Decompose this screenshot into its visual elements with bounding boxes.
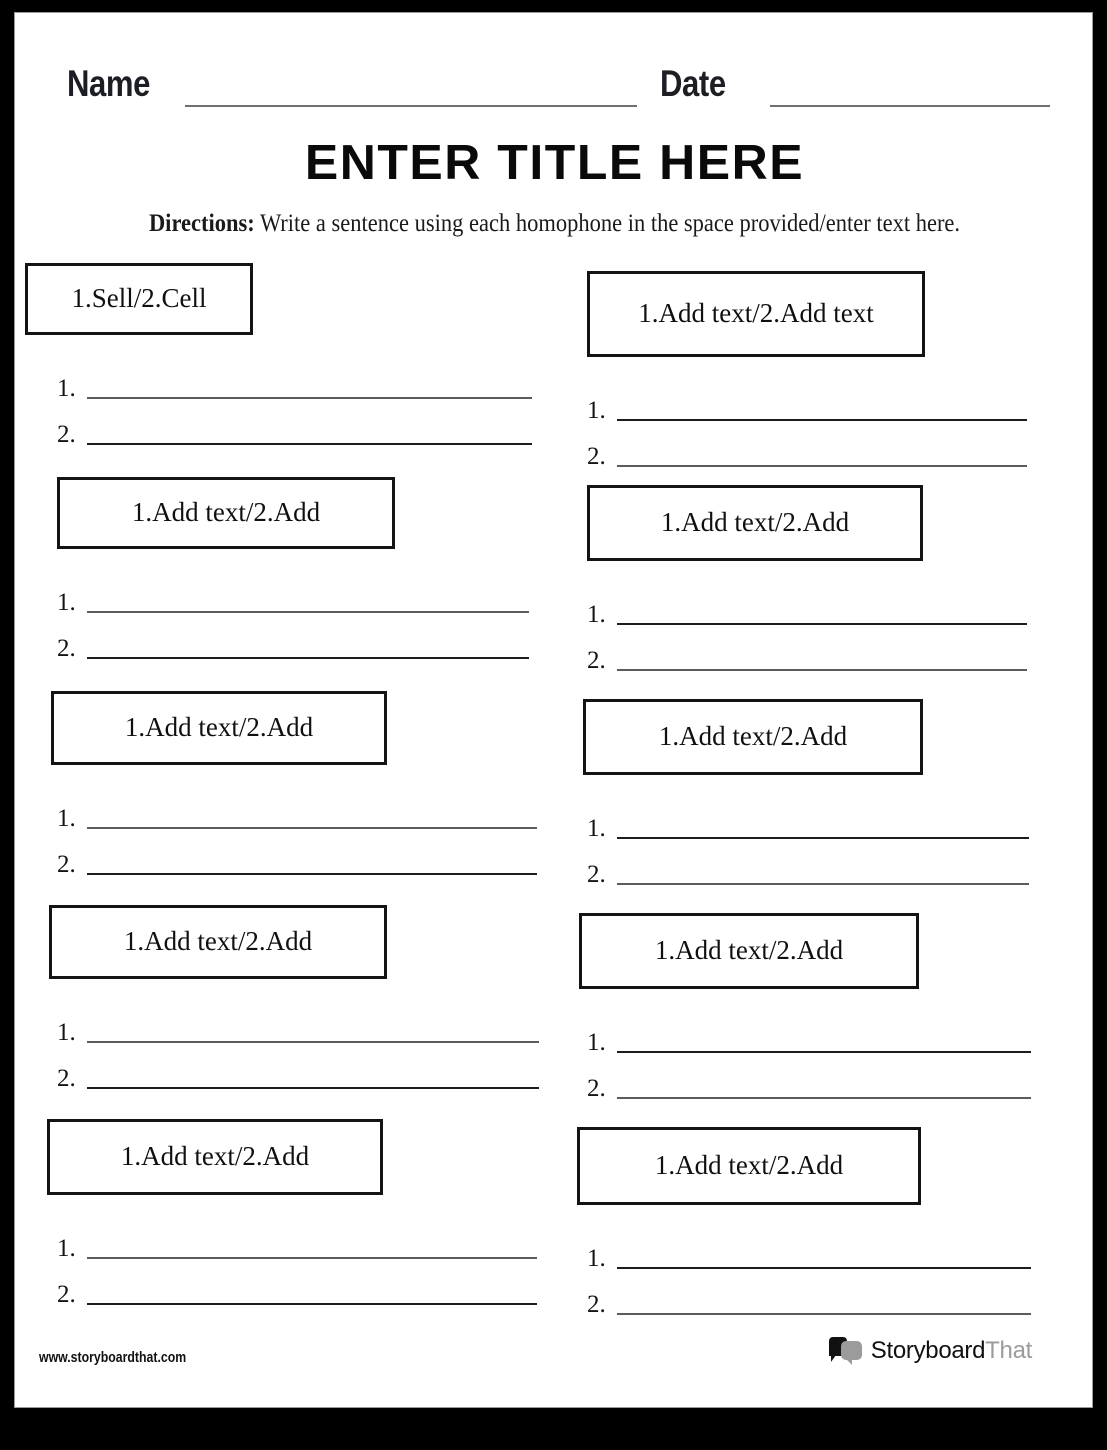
homophone-box[interactable]: 1.Add text/2.Add — [49, 905, 387, 979]
answer-number: 2. — [587, 1075, 606, 1102]
name-label: Name — [67, 63, 150, 104]
answer-rule[interactable] — [617, 669, 1027, 671]
answer-number: 2. — [57, 421, 76, 448]
answer-number: 2. — [57, 1281, 76, 1308]
worksheet-page — [14, 12, 1093, 1408]
footer-url[interactable]: www.storyboardthat.com — [39, 1349, 187, 1366]
prompt-group — [587, 271, 1107, 471]
prompt-group — [587, 1127, 1107, 1319]
homophone-box[interactable]: 1.Sell/2.Cell — [25, 263, 253, 335]
answer-number: 2. — [587, 443, 606, 470]
answer-rule[interactable] — [617, 1267, 1031, 1269]
answer-rule[interactable] — [617, 419, 1027, 421]
answer-line[interactable] — [57, 1217, 577, 1263]
prompt-group — [587, 485, 1107, 675]
answer-number: 1. — [57, 1019, 76, 1046]
answer-rule[interactable] — [87, 1303, 537, 1305]
answer-line[interactable] — [587, 425, 1107, 471]
homophone-box[interactable]: 1.Add text/2.Add text — [587, 271, 925, 357]
brand-secondary: That — [985, 1337, 1032, 1364]
answer-lines — [57, 787, 577, 879]
answer-line[interactable] — [57, 1263, 577, 1309]
answer-line[interactable] — [587, 379, 1107, 425]
answer-line[interactable] — [587, 583, 1107, 629]
answer-lines — [587, 797, 1107, 889]
brand-wordmark — [871, 1337, 1032, 1365]
homophone-box[interactable]: 1.Add text/2.Add — [577, 1127, 921, 1205]
directions-text — [69, 210, 1040, 238]
date-label: Date — [660, 63, 726, 104]
answer-line[interactable] — [57, 571, 577, 617]
homophone-box[interactable]: 1.Add text/2.Add — [583, 699, 923, 775]
prompt-group — [57, 905, 577, 1093]
answer-number: 2. — [587, 647, 606, 674]
answer-line[interactable] — [587, 1227, 1107, 1273]
answer-lines — [587, 1011, 1107, 1103]
answer-rule[interactable] — [87, 827, 537, 829]
homophone-box[interactable]: 1.Add text/2.Add — [587, 485, 923, 561]
answer-rule[interactable] — [617, 837, 1029, 839]
answer-rule[interactable] — [617, 883, 1029, 885]
answer-lines — [587, 379, 1107, 471]
answer-rule[interactable] — [617, 623, 1027, 625]
answer-line[interactable] — [57, 403, 577, 449]
answer-number: 2. — [587, 1291, 606, 1318]
answer-rule[interactable] — [87, 443, 532, 445]
prompt-group — [57, 477, 577, 663]
answer-rule[interactable] — [617, 1051, 1031, 1053]
answer-rule[interactable] — [87, 873, 537, 875]
answer-rule[interactable] — [87, 657, 529, 659]
answer-line[interactable] — [57, 833, 577, 879]
answer-number: 1. — [587, 1029, 606, 1056]
answer-number: 1. — [57, 805, 76, 832]
footer — [15, 1321, 1094, 1407]
answer-line[interactable] — [57, 787, 577, 833]
answer-rule[interactable] — [617, 1097, 1031, 1099]
homophone-box[interactable]: 1.Add text/2.Add — [47, 1119, 383, 1195]
prompt-group — [57, 1119, 577, 1309]
homophone-box[interactable]: 1.Add text/2.Add — [57, 477, 395, 549]
page-title[interactable]: ENTER TITLE HERE — [304, 136, 805, 190]
answer-rule[interactable] — [87, 1041, 539, 1043]
answer-line[interactable] — [587, 843, 1107, 889]
answer-lines — [57, 571, 577, 663]
answer-line[interactable] — [57, 357, 577, 403]
directions-body: Write a sentence using each homophone in the space provided/enter text here. — [254, 210, 961, 237]
answer-rule[interactable] — [87, 611, 529, 613]
answer-line[interactable] — [587, 629, 1107, 675]
answer-lines — [587, 583, 1107, 675]
answer-line[interactable] — [57, 1001, 577, 1047]
answer-number: 2. — [57, 851, 76, 878]
date-input-line[interactable] — [770, 105, 1050, 107]
answer-lines — [57, 1217, 577, 1309]
answer-rule[interactable] — [87, 397, 532, 399]
answer-line[interactable] — [587, 1011, 1107, 1057]
speech-bubble-icon — [829, 1337, 863, 1365]
prompt-group — [57, 263, 577, 449]
worksheet-columns — [15, 263, 1094, 1343]
answer-number: 1. — [587, 601, 606, 628]
prompt-group — [587, 913, 1107, 1103]
answer-lines — [587, 1227, 1107, 1319]
answer-line[interactable] — [57, 1047, 577, 1093]
answer-number: 1. — [587, 397, 606, 424]
answer-line[interactable] — [587, 797, 1107, 843]
directions-label: Directions: — [148, 210, 255, 237]
prompt-group — [57, 691, 577, 879]
answer-rule[interactable] — [617, 1313, 1031, 1315]
answer-rule[interactable] — [617, 465, 1027, 467]
answer-line[interactable] — [57, 617, 577, 663]
column-right — [587, 263, 1107, 1343]
answer-number: 1. — [57, 1235, 76, 1262]
answer-number: 1. — [587, 1245, 606, 1272]
answer-rule[interactable] — [87, 1257, 537, 1259]
name-input-line[interactable] — [185, 105, 637, 107]
answer-number: 1. — [57, 375, 76, 402]
answer-number: 2. — [57, 635, 76, 662]
answer-number: 1. — [57, 589, 76, 616]
answer-line[interactable] — [587, 1057, 1107, 1103]
homophone-box[interactable]: 1.Add text/2.Add — [51, 691, 387, 765]
answer-number: 1. — [587, 815, 606, 842]
prompt-group — [587, 699, 1107, 889]
column-left — [57, 263, 577, 1343]
storyboardthat-logo[interactable] — [829, 1337, 1032, 1365]
answer-number: 2. — [57, 1065, 76, 1092]
brand-primary: Storyboard — [870, 1337, 986, 1364]
answer-number: 2. — [587, 861, 606, 888]
answer-lines — [57, 357, 577, 449]
answer-lines — [57, 1001, 577, 1093]
homophone-box[interactable]: 1.Add text/2.Add — [579, 913, 919, 989]
header-row — [15, 57, 1094, 113]
answer-line[interactable] — [587, 1273, 1107, 1319]
answer-rule[interactable] — [87, 1087, 539, 1089]
